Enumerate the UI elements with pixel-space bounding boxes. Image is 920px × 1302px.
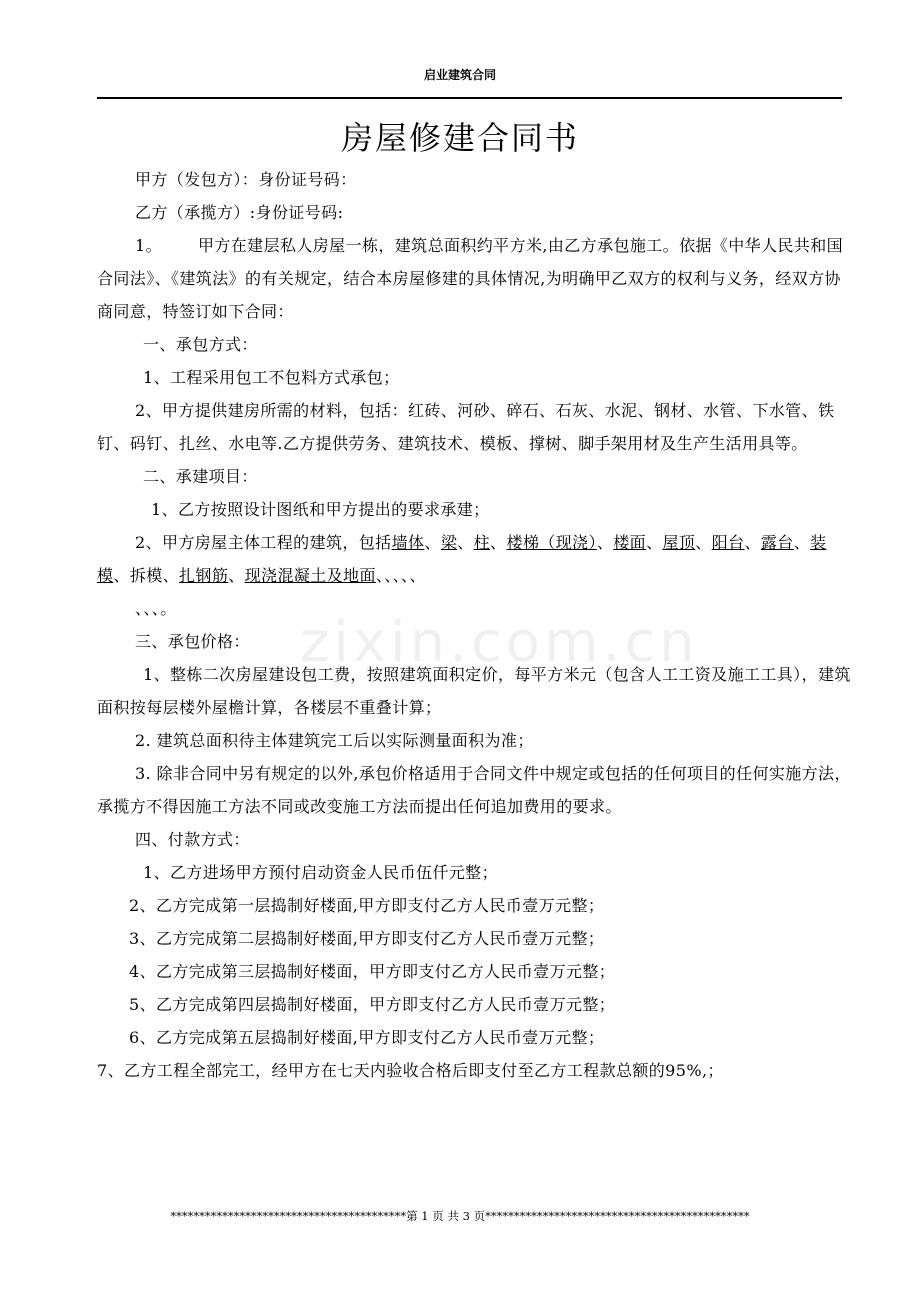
sep: 、	[228, 566, 245, 585]
sep: 、	[424, 533, 441, 552]
s2-item-2	[97, 526, 853, 592]
s2-item-2-prefix: 2、甲方房屋主体工程的建筑，包括	[135, 533, 392, 552]
document-title: 房屋修建合同书	[340, 119, 579, 157]
s4-item-4: 4、乙方完成第三层捣制好楼面，甲方即支付乙方人民币壹万元整；	[129, 962, 616, 981]
s2-item-2-trail: 、、、、、	[375, 566, 426, 585]
running-header: 启业建筑合同	[423, 68, 496, 82]
s2-trailing-marks: 、、、。	[135, 599, 177, 618]
party-b-line: 乙方（承揽方）:身份证号码:	[135, 203, 344, 222]
sep: 、	[490, 533, 507, 552]
sep: 、	[744, 533, 761, 552]
s1-item-2: 2、甲方提供建房所需的材料，包括：红砖、河砂、碎石、石灰、水泥、钢材、水管、下水管、铁钉、码钉、扎丝、水电等.乙方提供劳务、建筑技术、模板、撑树、脚手架用材及生产生活用具等。	[97, 401, 835, 453]
s4-item-1: 1、乙方进场甲方预付启动资金人民币伍仟元整；	[143, 863, 498, 882]
s3-item-3: 3. 除非合同中另有规定的以外,承包价格适用于合同文件中规定或包括的任何项目的任何实施方法，承揽方不得因施工方法不同或改变施工方法而提出任何追加费用的要求。	[97, 764, 851, 816]
term-rebar: 扎钢筋	[179, 566, 229, 585]
intro-text: 甲方在建层私人房屋一栋，建筑总面积约平方米,由乙方承包施工。依据《中华人民共和国合同法》、《建筑法》的有关规定，结合本房屋修建的具体情况,为明确甲乙双方的权利与义务，经双方协商同意，特签订如下合同：	[97, 236, 844, 321]
s3-item-2: 2. 建筑总面积待主体建筑完工后以实际测量面积为准；	[135, 731, 534, 750]
s4-item-7: 7、乙方工程全部完工，经甲方在七天内验收合格后即支付至乙方工程款总额的95%,；	[97, 1061, 724, 1080]
footer-stars-left: *****************************************	[170, 1209, 407, 1223]
term-wall: 墙体	[391, 533, 425, 552]
term-column: 柱	[473, 533, 491, 552]
sep: 、	[695, 533, 712, 552]
sep: 、	[596, 533, 614, 552]
s1-item-1: 1、工程采用包工不包料方式承包；	[143, 368, 400, 387]
section-heading-2: 二、承建项目：	[143, 467, 258, 486]
term-concrete: 现浇混凝土及地面	[244, 566, 376, 585]
s4-item-3: 3、乙方完成第二层捣制好楼面,甲方即支付乙方人民币壹万元整；	[129, 929, 605, 948]
contract-body	[97, 163, 853, 1087]
intro-paragraph	[97, 229, 853, 328]
section-heading-1: 一、承包方式：	[143, 335, 258, 354]
term-remove-formwork: 拆模	[129, 566, 163, 585]
section-heading-4: 四、付款方式：	[135, 830, 250, 849]
intro-number: 1。	[135, 236, 162, 255]
term-floor: 楼面	[613, 533, 647, 552]
sep: 、	[162, 566, 180, 585]
header-rule	[97, 97, 842, 99]
sep: 、	[646, 533, 663, 552]
sep: 、	[457, 533, 474, 552]
term-formwork: 装模	[97, 533, 827, 585]
party-a-line: 甲方（发包方）：身份证号码：	[135, 170, 357, 189]
term-terrace: 露台	[760, 533, 794, 552]
sep: 、	[113, 566, 130, 585]
footer-stars-right: **********************************************	[485, 1209, 750, 1223]
page-footer	[0, 1208, 920, 1224]
s4-item-5: 5、乙方完成第四层捣制好楼面，甲方即支付乙方人民币壹万元整；	[129, 995, 616, 1014]
page-number: 第 1 页 共 3 页	[406, 1209, 486, 1223]
s4-item-6: 6、乙方完成第五层捣制好楼面,甲方即支付乙方人民币壹万元整；	[129, 1028, 605, 1047]
section-heading-3: 三、承包价格：	[135, 632, 250, 651]
sep: 、	[793, 533, 811, 552]
term-balcony: 阳台	[711, 533, 745, 552]
term-stairs: 楼梯（现浇）	[506, 533, 597, 552]
s4-item-2: 2、乙方完成第一层捣制好楼面,甲方即支付乙方人民币壹万元整；	[129, 896, 605, 915]
term-roof: 屋顶	[662, 533, 696, 552]
s2-item-1: 1、乙方按照设计图纸和甲方提出的要求承建；	[151, 500, 490, 519]
s3-item-1: 1、整栋二次房屋建设包工费，按照建筑面积定价，每平方米元（包含人工工资及施工工具），建筑面积按每层楼外屋檐计算，各楼层不重叠计算；	[97, 665, 851, 717]
term-beam: 梁	[440, 533, 458, 552]
watermark: zixin.com.cn	[300, 610, 699, 675]
